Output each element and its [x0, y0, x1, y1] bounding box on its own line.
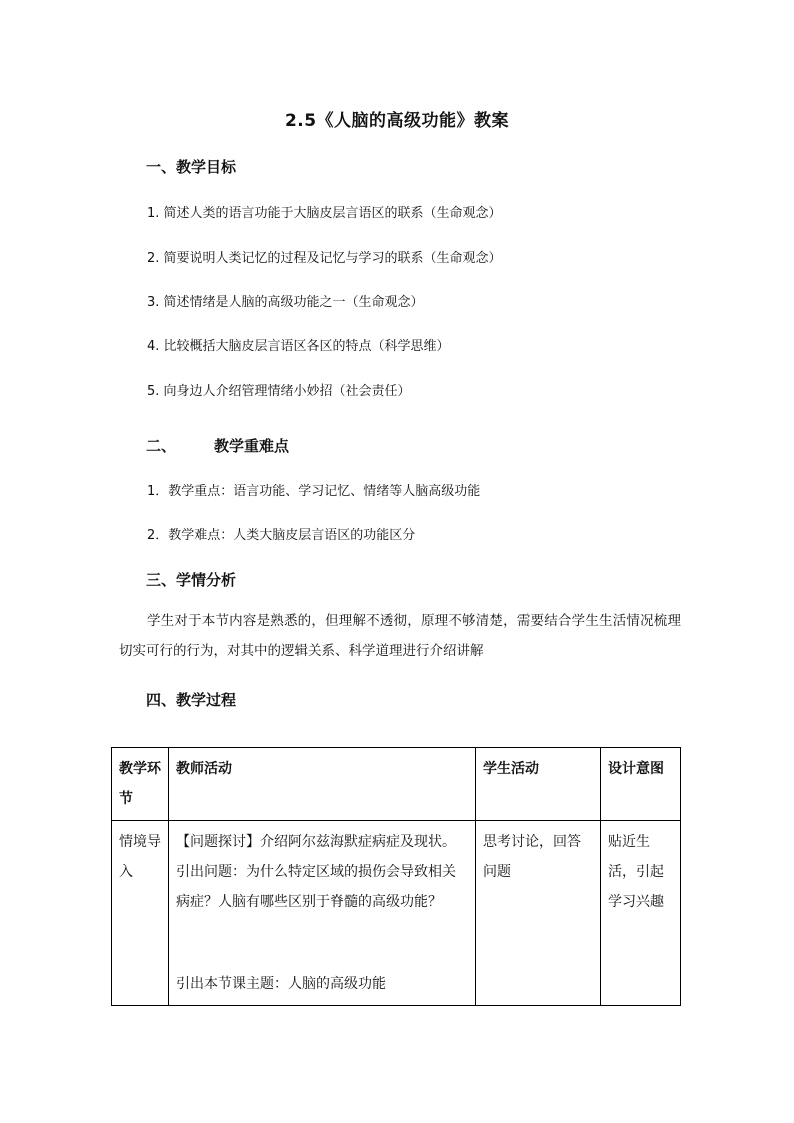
header-student: 学生活动	[476, 748, 601, 821]
goal-item-1: 1. 简述人类的语言功能于大脑皮层言语区的联系（生命观念）	[147, 206, 502, 221]
goal-item-4: 4. 比较概括大脑皮层言语区各区的特点（科学思维）	[147, 339, 450, 354]
goal-item-5: 5. 向身边人介绍管理情绪小妙招（社会责任）	[147, 384, 411, 399]
section-heading-analysis: 三、学情分析	[146, 571, 237, 589]
cell-student: 思考讨论，回答问题	[476, 821, 601, 1006]
table-row	[112, 821, 681, 1006]
teacher-activity-topic: 引出本节课主题：人脑的高级功能	[176, 976, 386, 992]
process-table	[111, 747, 681, 1006]
cell-intent: 贴近生活，引起学习兴趣	[601, 821, 681, 1006]
cell-teacher	[169, 821, 476, 1006]
teacher-activity-text: 【问题探讨】介绍阿尔兹海默症病症及现状。引出问题：为什么特定区域的损伤会导致相关病症？人脑有哪些区别于脊髓的高级功能？	[176, 834, 456, 910]
analysis-paragraph: 学生对于本节内容是熟悉的，但理解不透彻，原理不够清楚，需要结合学生生活情况梳理切实可行的行为，对其中的逻辑关系、科学道理进行介绍讲解	[119, 613, 681, 659]
section-heading-text: 教学重难点	[214, 437, 290, 455]
header-intent: 设计意图	[601, 748, 681, 821]
header-stage: 教学环节	[112, 748, 169, 821]
document-title: 2.5《人脑的高级功能》教案	[284, 111, 510, 131]
section-heading-process: 四、教学过程	[146, 691, 237, 709]
section-heading-key-points	[146, 435, 289, 456]
goal-item-2: 2. 简要说明人类记忆的过程及记忆与学习的联系（生命观念）	[147, 251, 502, 266]
key-point-item-2: 2．教学难点：人类大脑皮层言语区的功能区分	[147, 528, 416, 543]
goal-item-3: 3. 简述情绪是人脑的高级功能之一（生命观念）	[147, 295, 424, 310]
key-point-item-1: 1．教学重点：语言功能、学习记忆、情绪等人脑高级功能	[147, 484, 481, 499]
header-teacher: 教师活动	[169, 748, 476, 821]
cell-stage: 情境导入	[112, 821, 169, 1006]
section-heading-number: 二、	[146, 437, 177, 455]
table-header-row	[112, 748, 681, 821]
section-heading-goals: 一、教学目标	[146, 158, 237, 176]
